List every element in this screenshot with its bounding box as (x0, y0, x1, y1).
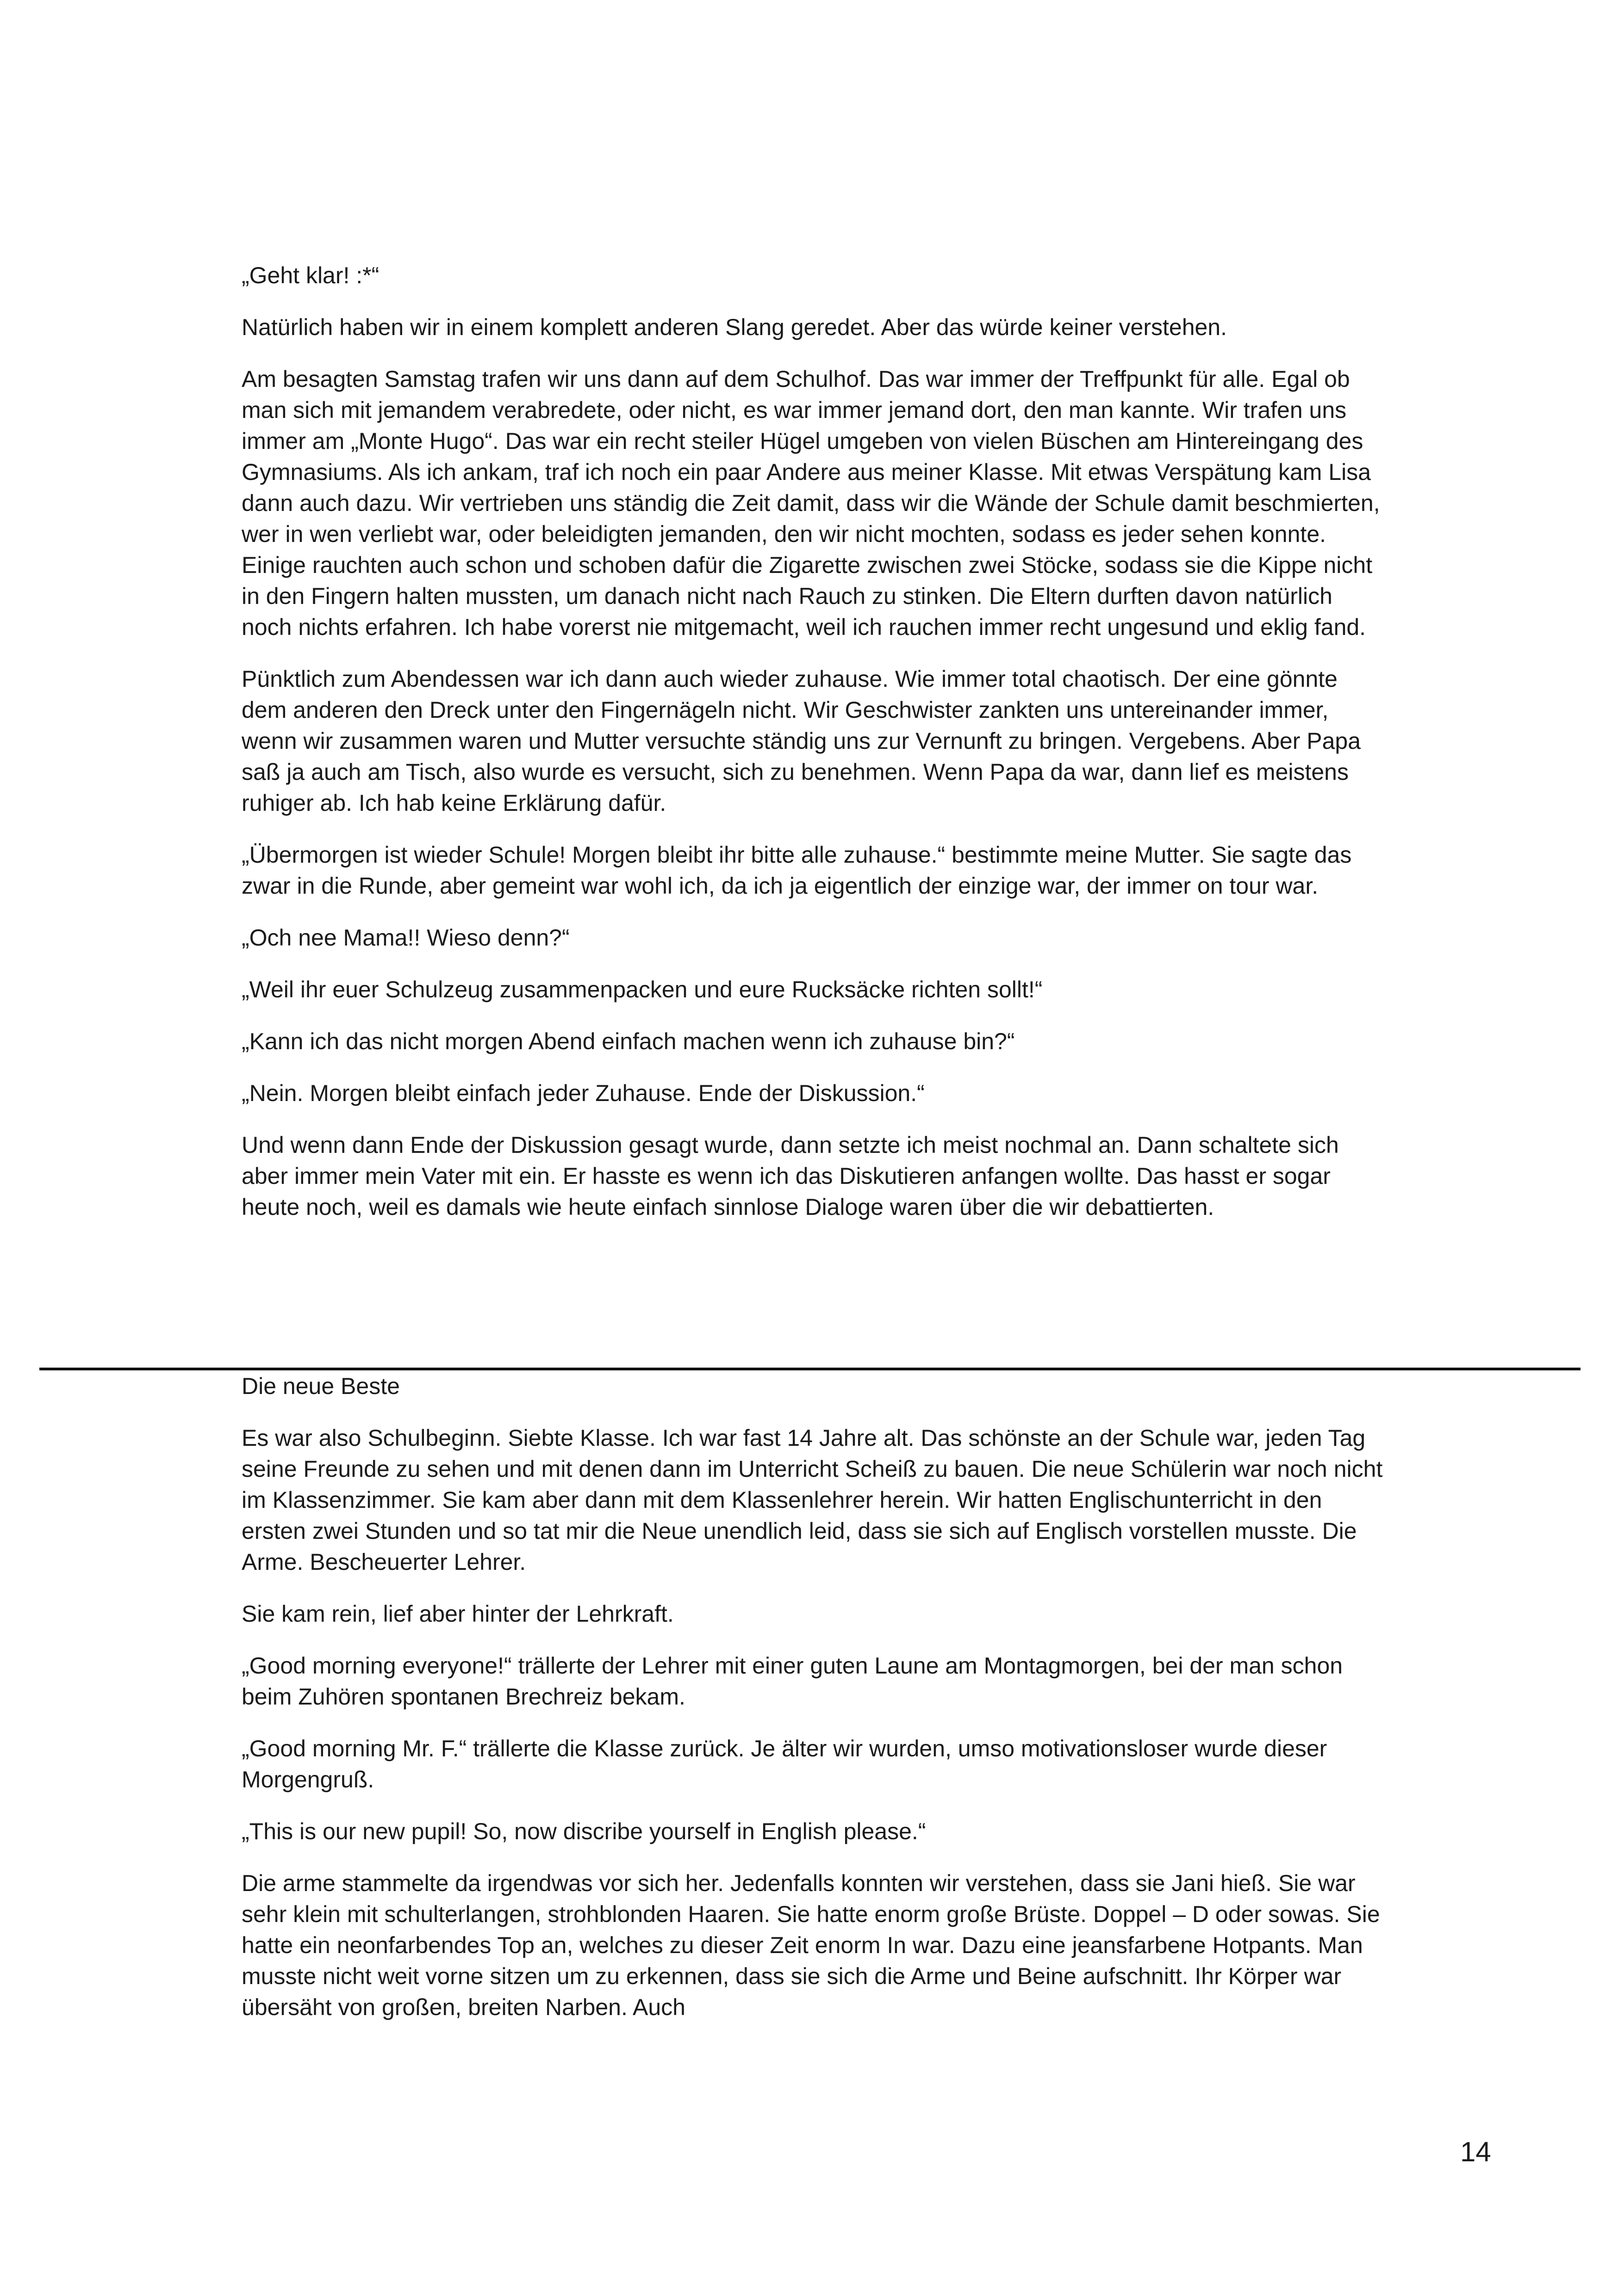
paragraph: „Übermorgen ist wieder Schule! Morgen bleibt ihr bitte alle zuhause.“ bestimmte meine Mutter. Sie sagte das zwar in die Runde, aber gemeint war wohl ich, da ich ja eigentlich der einzige war, der immer on tour war. (242, 842, 1352, 899)
paragraph: „Good morning Mr. F.“ trällerte die Klasse zurück. Je älter wir wurden, umso motivationsloser wurde dieser Morgengruß. (242, 1736, 1327, 1792)
paragraph: „Kann ich das nicht morgen Abend einfach machen wenn ich zuhause bin?“ (242, 1028, 1015, 1054)
section-divider (39, 1368, 1581, 1370)
text-section-top (242, 260, 1385, 1244)
page-number: 14 (1460, 2136, 1491, 2167)
chapter-title: Die neue Beste (242, 1373, 400, 1399)
paragraph: Natürlich haben wir in einem komplett anderen Slang geredet. Aber das würde keiner verstehen. (242, 314, 1227, 340)
paragraph: „Nein. Morgen bleibt einfach jeder Zuhause. Ende der Diskussion.“ (242, 1080, 925, 1106)
paragraph: Und wenn dann Ende der Diskussion gesagt wurde, dann setzte ich meist nochmal an. Dann schaltete sich aber immer mein Vater mit ein. Er hasste es wenn ich das Diskutieren anfangen wollte. Das hasst er sogar heute noch, weil es damals wie heute einfach sinnlose Dialoge waren über die wir debattierten. (242, 1132, 1339, 1220)
paragraph: Es war also Schulbeginn. Siebte Klasse. Ich war fast 14 Jahre alt. Das schönste an der Schule war, jeden Tag seine Freunde zu sehen und mit denen dann im Unterricht Scheiß zu bauen. Die neue Schülerin war noch nicht im Klassenzimmer. Sie kam aber dann mit dem Klassenlehrer herein. Wir hatten Englischunterricht in den ersten zwei Stunden und so tat mir die Neue unendlich leid, dass sie sich auf Englisch vorstellen musste. Die Arme. Bescheuerter Lehrer. (242, 1425, 1383, 1575)
paragraph: „Weil ihr euer Schulzeug zusammenpacken und eure Rucksäcke richten sollt!“ (242, 977, 1043, 1002)
paragraph: „This is our new pupil! So, now discribe yourself in English please.“ (242, 1818, 926, 1844)
paragraph: Am besagten Samstag trafen wir uns dann auf dem Schulhof. Das war immer der Treffpunkt für alle. Egal ob man sich mit jemandem verabredete, oder nicht, es war immer jemand dort, den man kannte. Wir trafen uns immer am „Monte Hugo“. Das war ein recht steiler Hügel umgeben von vielen Büschen am Hintereingang des Gymnasiums. Als ich ankam, traf ich noch ein paar Andere aus meiner Klasse. Mit etwas Verspätung kam Lisa dann auch dazu. Wir vertrieben uns ständig die Zeit damit, dass wir die Wände der Schule damit beschmierten, wer in wen verliebt war, oder beleidigten jemanden, den wir nicht mochten, sodass es jeder sehen konnte. Einige rauchten auch schon und schoben dafür die Zigarette zwischen zwei Stöcke, sodass sie die Kippe nicht in den Fingern halten mussten, um danach nicht nach Rauch zu stinken. Die Eltern durften davon natürlich noch nichts erfahren. Ich habe vorerst nie mitgemacht, weil ich rauchen immer recht ungesund und eklig fand. (242, 366, 1380, 640)
paragraph: Sie kam rein, lief aber hinter der Lehrkraft. (242, 1601, 674, 1627)
paragraph: Die arme stammelte da irgendwas vor sich her. Jedenfalls konnten wir verstehen, dass sie Jani hieß. Sie war sehr klein mit schulterlangen, strohblonden Haaren. Sie hatte enorm große Brüste. Doppel – D oder sowas. Sie hatte ein neonfarbendes Top an, welches zu dieser Zeit enorm In war. Dazu eine jeansfarbene Hotpants. Man musste nicht weit vorne sitzen um zu erkennen, dass sie sich die Arme und Beine aufschnitt. Ihr Körper war übersäht von großen, breiten Narben. Auch (242, 1870, 1380, 2020)
paragraph: „Good morning everyone!“ trällerte der Lehrer mit einer guten Laune am Montagmorgen, bei der man schon beim Zuhören spontanen Brechreiz bekam. (242, 1653, 1343, 1710)
paragraph: Pünktlich zum Abendessen war ich dann auch wieder zuhause. Wie immer total chaotisch. Der eine gönnte dem anderen den Dreck unter den Fingernägeln nicht. Wir Geschwister zankten uns untereinander immer, wenn wir zusammen waren und Mutter versuchte ständig uns zur Vernunft zu bringen. Vergebens. Aber Papa saß ja auch am Tisch, also wurde es versucht, sich zu benehmen. Wenn Papa da war, dann lief es meistens ruhiger ab. Ich hab keine Erklärung dafür. (242, 666, 1361, 816)
paragraph: „Geht klar! :*“ (242, 262, 380, 288)
text-section-bottom (242, 1371, 1385, 2044)
paragraph: „Och nee Mama!! Wieso denn?“ (242, 925, 570, 951)
